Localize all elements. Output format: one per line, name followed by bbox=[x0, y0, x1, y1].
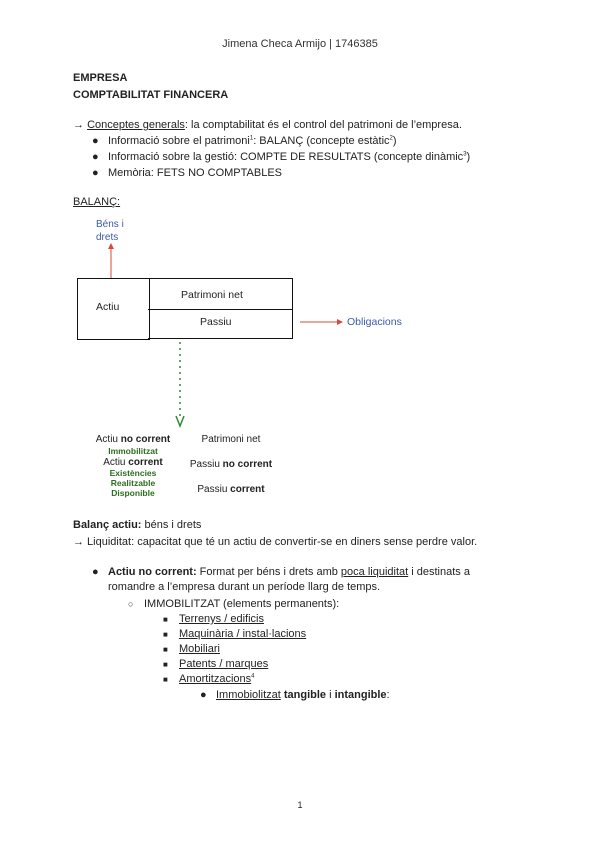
intro-text: : la comptabilitat és el control del patrimoni de l’empresa. bbox=[184, 119, 462, 131]
list-item: ● Actiu no corrent: Format per béns i drets amb poca liquiditat i destinats a bbox=[92, 566, 470, 578]
balanc-actiu-heading: Balanç actiu: béns i drets bbox=[73, 519, 202, 531]
nc-line2: romandre a l’empresa durant un període llarg de temps. bbox=[108, 581, 381, 593]
arrow-symbol: → bbox=[73, 119, 84, 131]
actiu-breakdown: Actiu no corrent Immobilitzat Actiu corrent Existències Realitzable Disponible bbox=[95, 434, 171, 498]
circle-bullet-icon: ○ bbox=[128, 599, 134, 609]
list-item: ■ Maquinària / instal·lacions bbox=[163, 628, 307, 640]
list-item: ■ Terrenys / edificis bbox=[163, 613, 264, 625]
bullet-icon: ● bbox=[200, 689, 207, 701]
passiu-cell: Passiu bbox=[148, 308, 293, 339]
page-number: 1 bbox=[297, 800, 303, 810]
list-item: ● Informació sobre la gestió: COMPTE DE RESULTATS (concepte dinàmic$^3$) bbox=[92, 151, 471, 163]
balanc-heading: BALANÇ: bbox=[73, 196, 121, 208]
page-header: Jimena Checa Armijo | 1746385 bbox=[222, 38, 378, 50]
obligacions-label: Obligacions bbox=[347, 316, 402, 328]
list-item: ■ Patents / marques bbox=[163, 658, 269, 670]
liquiditat-line: → Liquiditat: capacitat que té un actiu de convertir-se en diners sense perdre valor. bbox=[73, 536, 478, 548]
square-bullet-icon: ■ bbox=[163, 675, 168, 684]
title-comptabilitat: COMPTABILITAT FINANCERA bbox=[73, 89, 229, 101]
list-item: ■ Amortitzacions$^4$ bbox=[163, 673, 255, 685]
bullet-icon: ● bbox=[92, 167, 99, 179]
patrimoni-net-cell: Patrimoni net bbox=[148, 278, 293, 310]
list-item: ● Informació sobre el patrimoni$^1$: BALANÇ (concepte estàtic$^2$) bbox=[92, 135, 397, 147]
square-bullet-icon: ■ bbox=[163, 645, 168, 654]
title-empresa: EMPRESA bbox=[73, 72, 128, 84]
bullet-icon: ● bbox=[92, 566, 99, 578]
intro-term: Conceptes generals bbox=[87, 119, 185, 131]
square-bullet-icon: ■ bbox=[163, 660, 168, 669]
passiu-corrent: Passiu corrent bbox=[197, 484, 265, 495]
passiu-no-corrent: Passiu no corrent bbox=[189, 459, 273, 470]
square-bullet-icon: ■ bbox=[163, 615, 168, 624]
list-item: ● Memòria: FETS NO COMPTABLES bbox=[92, 167, 282, 179]
list-item: ○ IMMOBILITZAT (elements permanents): bbox=[128, 598, 340, 610]
list-item: ● Immobiolitzat tangible i intangible: bbox=[200, 689, 390, 701]
passiu-breakdown: Patrimoni net bbox=[201, 434, 261, 445]
actiu-cell: Actiu bbox=[77, 278, 150, 340]
list-item: ■ Mobiliari bbox=[163, 643, 220, 655]
bullet-icon: ● bbox=[92, 151, 99, 163]
bullet-icon: ● bbox=[92, 135, 99, 147]
square-bullet-icon: ■ bbox=[163, 630, 168, 639]
bens-drets-label: Béns i drets bbox=[96, 219, 124, 243]
